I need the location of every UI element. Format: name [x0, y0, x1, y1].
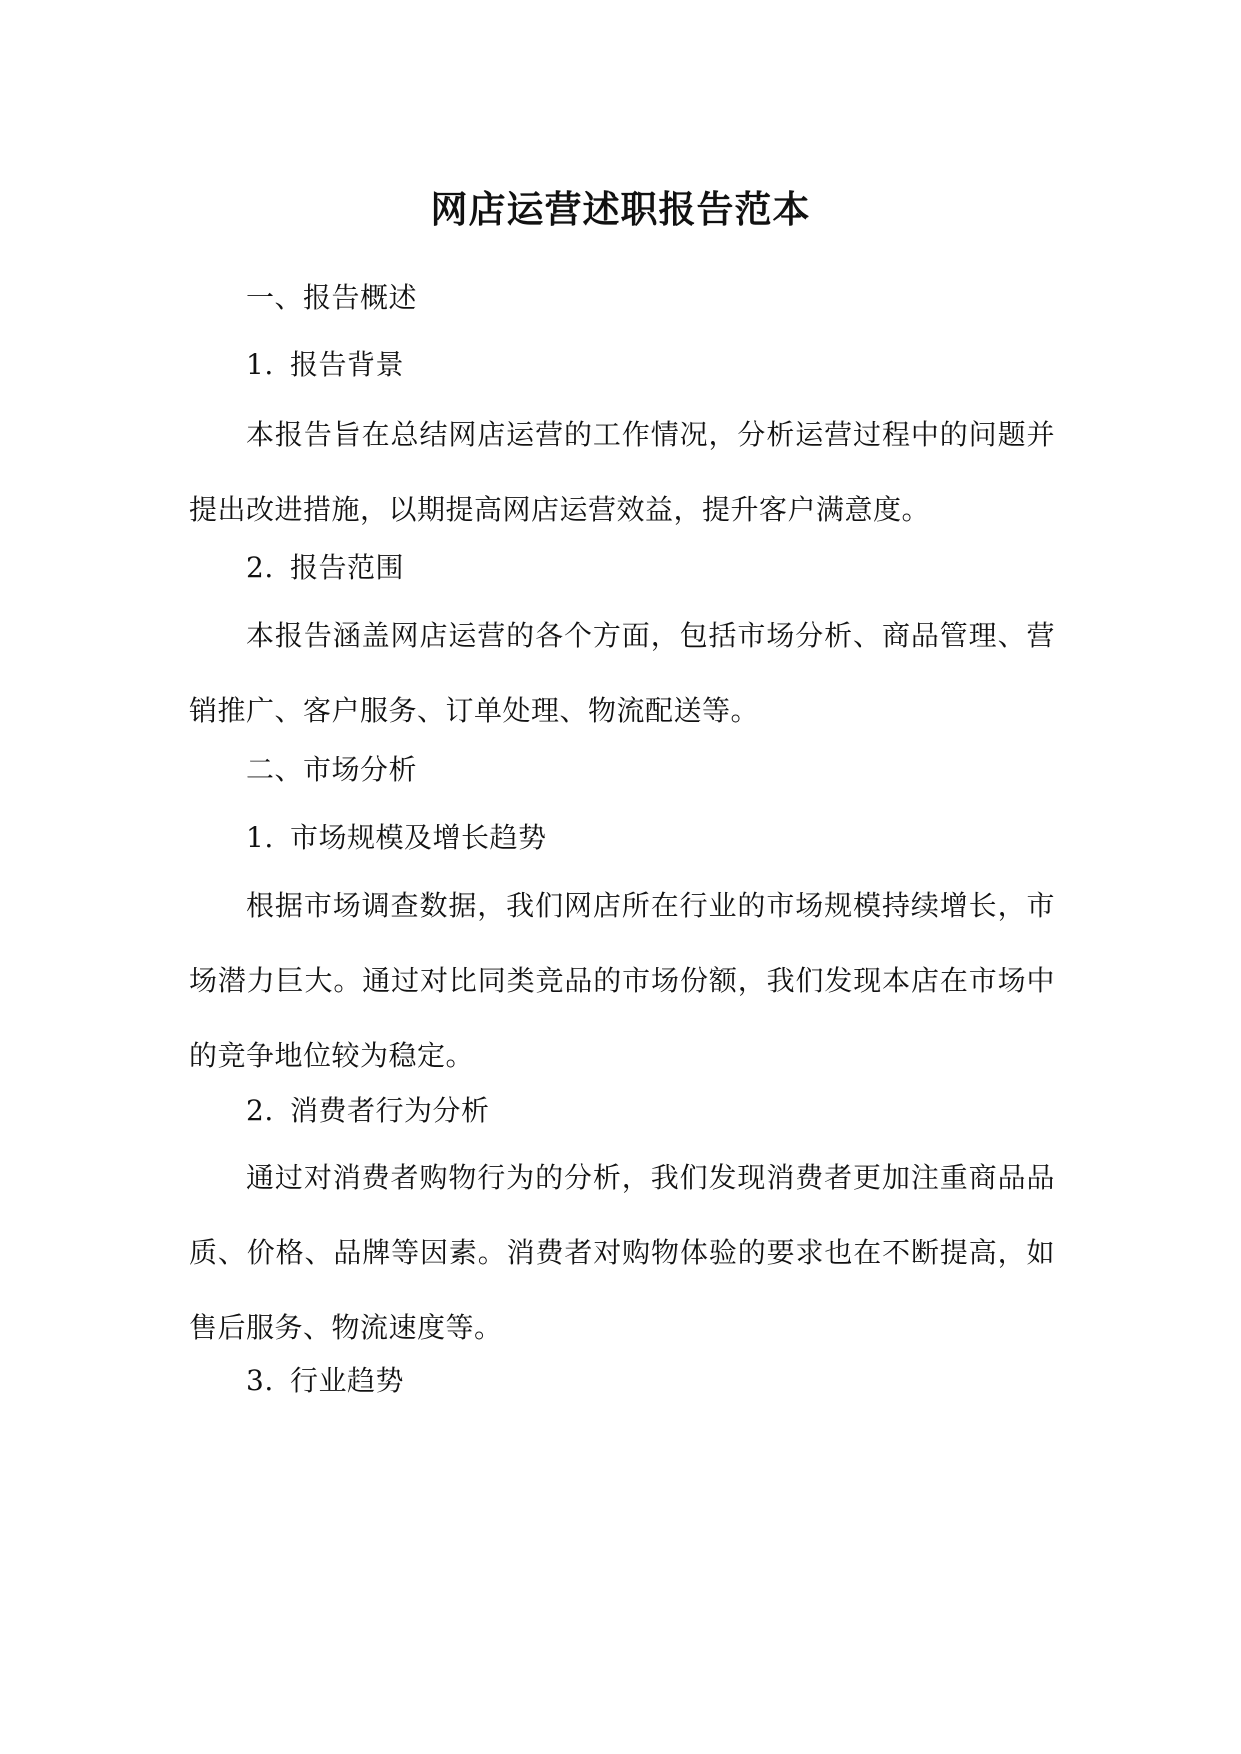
paragraph-consumer-behavior: 通过对消费者购物行为的分析，我们发现消费者更加注重商品品质、价格、品牌等因素。消费者对购物体验的要求也在不断提高，如售后服务、物流速度等。 — [189, 1161, 1055, 1344]
paragraph-market-size: 根据市场调查数据，我们网店所在行业的市场规模持续增长，市场潜力巨大。通过对比同类竞品的市场份额，我们发现本店在市场中的竞争地位较为稳定。 — [189, 889, 1055, 1072]
subsection-heading-industry-trend — [189, 1343, 1112, 1418]
subsection-heading-text: 报告背景 — [290, 348, 405, 381]
subsection-heading-text: 消费者行为分析 — [290, 1094, 490, 1127]
document-title: 网店运营述职报告范本 — [430, 187, 811, 231]
section-heading-market: 二、市场分析 — [246, 753, 418, 786]
subsection-number: 1. — [246, 821, 274, 854]
paragraph-background: 本报告旨在总结网店运营的工作情况，分析运营过程中的问题并提出改进措施，以期提高网店运营效益，提升客户满意度。 — [189, 418, 1055, 526]
subsection-heading-text: 行业趋势 — [290, 1364, 405, 1397]
subsection-number: 2. — [246, 1094, 274, 1127]
subsection-number: 1. — [246, 348, 274, 381]
subsection-number: 3. — [246, 1364, 274, 1397]
subsection-number: 2. — [246, 551, 274, 584]
subsection-heading-text: 报告范围 — [290, 551, 405, 584]
subsection-heading-consumer-behavior — [189, 1073, 1112, 1148]
subsection-heading-scope — [189, 530, 1112, 605]
subsection-heading-market-size — [189, 800, 1112, 875]
section-heading-overview: 一、报告概述 — [246, 281, 418, 314]
subsection-heading-background — [189, 327, 1112, 402]
paragraph-scope: 本报告涵盖网店运营的各个方面，包括市场分析、商品管理、营销推广、客户服务、订单处理、物流配送等。 — [189, 619, 1055, 727]
subsection-heading-text: 市场规模及增长趋势 — [290, 821, 547, 854]
